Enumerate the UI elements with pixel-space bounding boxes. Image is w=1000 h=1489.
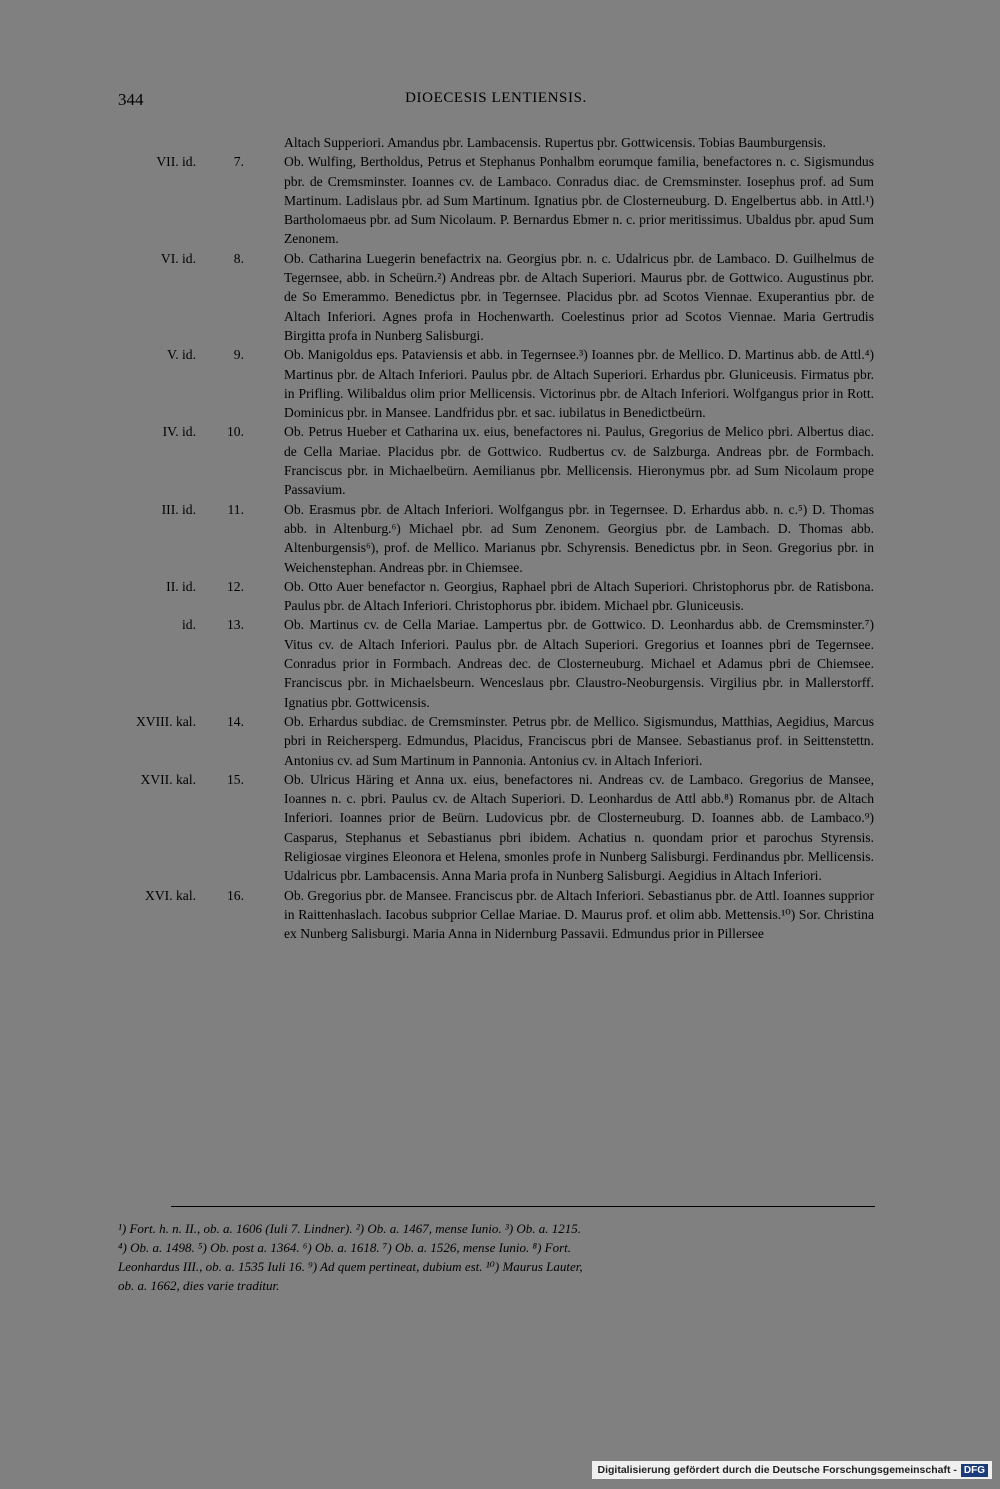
necrology-entry — [118, 345, 874, 422]
footnote-line: Leonhardus III., ob. a. 1535 Iuli 16. ⁹) Ad quem pertineat, dubium est. ¹⁰) Maurus Lauter, — [118, 1259, 583, 1274]
entry-text: Ob. Martinus cv. de Cella Mariae. Lampertus pbr. de Gottwico. D. Leonhardus abb. de Cremsminster.⁷) Vitus cv. de Altach Inferiori. Paulus pbr. de Altach Superiori. Gregorius et Ioannes pbri de Tegernsee. Conradus prior in Formbach. Andreas dec. de Closterneuburg. Michael et Adamus pbri de Chiemsee. Franciscus pbr. in Michaelsbeurn. Wenceslaus pbr. Claustro-Neoburgensis. Virgilius pbr. in Mallerstorff. Ignatius pbr. Gottwicensis. — [284, 617, 874, 710]
day-number: 10. — [227, 424, 244, 440]
day-number: 12. — [227, 578, 244, 594]
running-title: DIOECESIS LENTIENSIS. — [405, 90, 587, 106]
necrology-entry — [118, 422, 874, 499]
roman-date: XVIII. kal. — [135, 713, 196, 729]
footnote-divider — [171, 1206, 875, 1207]
necrology-entry — [118, 577, 874, 616]
entry-text: Ob. Ulricus Häring et Anna ux. eius, benefactores ni. Andreas cv. de Lambaco. Gregorius de Mansee, Ioannes n. c. pbri. Paulus cv. de Altach Superiori. D. Leonhardus de Attl abb.⁸) Romanus pbr. de Altach Inferiori. Ioannes prior de Beürn. Ludovicus pbr. de Closterneuburg. D. Ioannes abb. de Lambaco.⁹) Casparus, Stephanus et Sebastianus pbri ibidem. Achatius n. quondam prior et parochus Styrensis. Religiosae virgines Eleonora et Helena, smonles profe in Nunberg Salisburgi. Ferdinandus pbr. Mellicensis. Udalricus pbr. Lambacensis. Anna Maria profa in Nunberg Salisburgi. Aegidius in Altach Inferiori. — [284, 771, 874, 884]
day-number: 9. — [233, 347, 244, 363]
entry-text: Ob. Otto Auer benefactor n. Georgius, Raphael pbri de Altach Superiori. Christophorus pbr. de Ratisbona. Paulus pbr. de Altach Inferiori. Christophorus pbr. ibidem. Michael pbr. Gluniceusis. — [284, 578, 874, 614]
necrology-entry — [118, 152, 874, 248]
necrology-entry — [118, 615, 874, 711]
necrology-entry — [118, 500, 874, 577]
footnotes — [118, 1219, 874, 1295]
day-number: 11. — [227, 501, 244, 517]
entry-text: Altach Supperiori. Amandus pbr. Lambacensis. Rupertus pbr. Gottwicensis. Tobias Baumburgensis. — [284, 135, 826, 150]
day-number: 15. — [227, 771, 244, 787]
day-number: 8. — [233, 250, 244, 266]
footnote-line: ⁴) Ob. a. 1498. ⁵) Ob. post a. 1364. ⁶) Ob. a. 1618. ⁷) Ob. a. 1526, mense Iunio. ⁸) Fort. — [118, 1240, 572, 1255]
footnote-line: ¹) Fort. h. n. II., ob. a. 1606 (Iuli 7. Lindner). ²) Ob. a. 1467, mense Iunio. ³) Ob. a. 1215. — [118, 1221, 582, 1236]
entry-text: Ob. Gregorius pbr. de Mansee. Franciscus pbr. de Altach Inferiori. Sebastianus pbr. de Attl. Ioannes supprior in Raittenhaslach. Iacobus subprior Cellae Mariae. D. Maurus prof. et olim abb. Mettensis.¹⁰) Sor. Christina ex Nunberg Salisburgi. Maria Anna in Nidernburg Passavii. Edmundus prior in Pillersee — [284, 887, 874, 942]
entry-text: Ob. Catharina Luegerin benefactrix na. Georgius pbr. n. c. Udalricus pbr. de Lambaco. D. Guilhelmus de Tegernsee, abb. in Scheürn.²) Andreas pbr. de Altach Superiori. Maurus pbr. de Gottwico. Augustinus pbr. de So Emerammo. Benedictus pbr. in Tegernsee. Placidus pbr. ad Scotos Viennae. Exuperantius pbr. de Altach Inferiori. Agnes profa in Hochenwarth. Coelestinus prior ad Scotos Viennae. Maria Gertrudis Birgitta profa in Nunberg Salisburgi. — [284, 250, 874, 343]
entry-text: Ob. Erhardus subdiac. de Cremsminster. Petrus pbr. de Mellico. Sigismundus, Matthias, Aegidius, Marcus pbri in Reichersperg. Edmundus, Placidus, Franciscus pbri de Mansee. Sebastianus prof. in Seittenstettn. Antonius cv. ad Sum Martinum in Pannonia. Antonius cv. in Altach Inferiori. — [284, 713, 874, 768]
roman-date: V. id. — [167, 347, 196, 363]
footnote-line: ob. a. 1662, dies varie traditur. — [118, 1278, 280, 1293]
page-header — [118, 90, 874, 114]
roman-date: XVI. kal. — [145, 887, 196, 903]
day-number: 16. — [227, 887, 244, 903]
entry-text: Ob. Petrus Hueber et Catharina ux. eius, benefactores ni. Paulus, Gregorius de Melico pbri. Albertus diac. de Cella Mariae. Placidus pbr. de Gottwico. Rudbertus cv. de Salzburga. Andreas pbr. de Formbach. Franciscus pbr. in Michaelbeürn. Aemilianus pbr. Mellicensis. Hieronymus pbr. ad Sum Nicolaum prope Passavium. — [284, 424, 874, 498]
dfg-logo-icon: DFG — [961, 1464, 988, 1477]
roman-date: VI. id. — [160, 250, 196, 266]
day-number: 7. — [233, 154, 244, 170]
entry-text: Ob. Erasmus pbr. de Altach Inferiori. Wolfgangus pbr. in Tegernsee. D. Erhardus abb. n. c.⁵) D. Thomas abb. in Altenburg.⁶) Michael pbr. ad Sum Zenonem. Georgius pbr. de Lambach. D. Thomas abb. Altenburgensis⁶), prof. de Mellico. Marianus pbr. Schyrensis. Benedictus pbr. in Seon. Gregorius pbr. in Weichenstephan. Andreas pbr. in Chiemsee. — [284, 501, 874, 575]
roman-date: III. id. — [161, 501, 196, 517]
roman-date: id. — [182, 617, 196, 633]
necrology-entry — [118, 249, 874, 345]
roman-date: IV. id. — [162, 424, 196, 440]
necrology-entry — [118, 133, 874, 152]
page-number: 344 — [118, 90, 144, 109]
roman-date: VII. id. — [156, 154, 196, 170]
funding-notice — [592, 1461, 993, 1479]
necrology-entry — [118, 712, 874, 770]
entry-text: Ob. Wulfing, Bertholdus, Petrus et Stephanus Ponhalbm eorumque familia, benefactores n. c. Sigismundus pbr. de Cremsminster. Ioannes cv. de Lambaco. Conradus diac. de Cremsminster. Iosephus prof. ad Sum Martinum. Ladislaus pbr. ad Sum Martinum. Ignatius pbr. de Closterneuburg. D. Engelbertus abb. in Attl.¹) Bartholomaeus pbr. ad Sum Nicolaum. P. Bernardus Ebmer n. c. prior meritissimus. Ubaldus pbr. apud Sum Zenonem. — [284, 154, 874, 247]
necrology-entry — [118, 770, 874, 886]
entry-text: Ob. Manigoldus eps. Pataviensis et abb. in Tegernsee.³) Ioannes pbr. de Mellico. D. Martinus abb. de Attl.⁴) Martinus pbr. de Altach Inferiori. Paulus pbr. de Altach Superiori. Erhardus pbr. Gluniceusis. Firmatus pbr. in Prifling. Wilibaldus olim prior Mellicensis. Victorinus pbr. de Altach Inferiori. Wolfgangus prior in Rott. Dominicus pbr. in Mansee. Landfridus pbr. et sac. iubilatus in Benedictbeürn. — [284, 347, 874, 421]
day-number: 14. — [227, 713, 244, 729]
roman-date: II. id. — [166, 578, 196, 594]
necrology-entry — [118, 886, 874, 944]
roman-date: XVII. kal. — [140, 771, 196, 787]
day-number: 13. — [227, 617, 244, 633]
funding-text: Digitalisierung gefördert durch die Deutsche Forschungsgemeinschaft - — [597, 1464, 957, 1476]
necrology-entries — [118, 133, 874, 943]
